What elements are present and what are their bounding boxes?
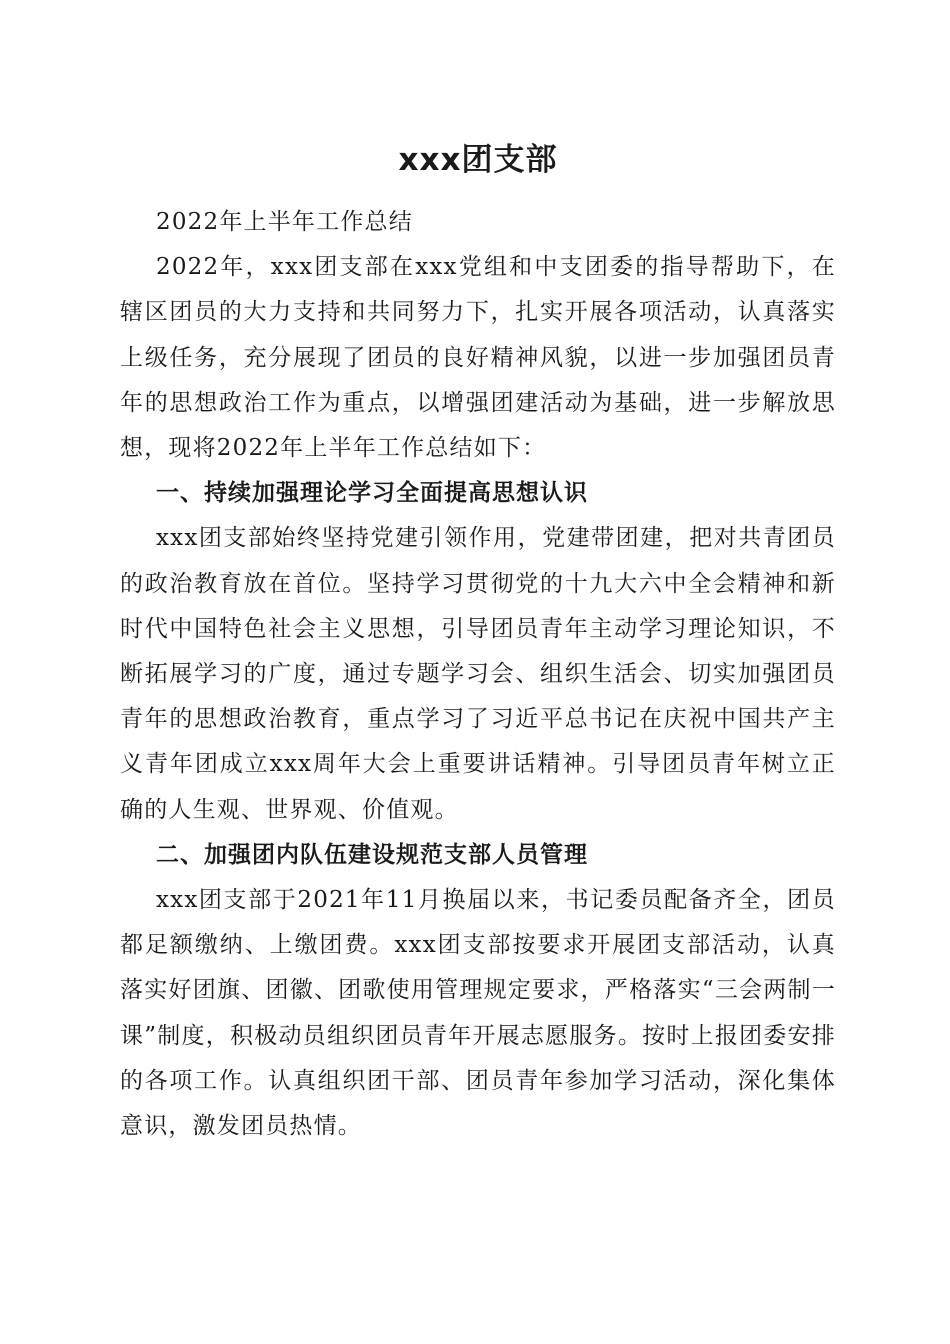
document-title: xxx团支部 [398,142,558,178]
section-heading-1: 一、持续加强理论学习全面提高思想认识 [156,480,588,507]
document-subtitle: 2022年上半年工作总结 [156,209,413,235]
section-paragraph-2: xxx团支部于2021年11月换届以来，书记委员配备齐全，团员都足额缴纳、上缴团费。xxx团支部按要求开展团支部活动，认真落实好团旗、团徽、团歌使用管理规定要求，严格落实“三会两制一课”制度，积极动员组织团员青年开展志愿服务。按时上报团委安排的各项工作。认真组织团干部、团员青年参加学习活动，深化集体意识，激发团员热情。 [120,887,836,1140]
document-body [120,200,836,1149]
section-paragraph-1: xxx团支部始终坚持党建引领作用，党建带团建，把对共青团员的政治教育放在首位。坚持学习贯彻党的十九大六中全会精神和新时代中国特色社会主义思想，引导团员青年主动学习理论知识，不断拓展学习的广度，通过专题学习会、组织生活会、切实加强团员青年的思想政治教育，重点学习了习近平总书记在庆祝中国共产主义青年团成立xxx周年大会上重要讲话精神。引导团员青年树立正确的人生观、世界观、价值观。 [120,525,836,823]
intro-paragraph: 2022年，xxx团支部在xxx党组和中支团委的指导帮助下，在辖区团员的大力支持和共同努力下，扎实开展各项活动，认真落实上级任务，充分展现了团员的良好精神风貌，以进一步加强团员青年的思想政治工作为重点，以增强团建活动为基础，进一步解放思想，现将2022年上半年工作总结如下： [120,254,836,462]
section-heading-2: 二、加强团内队伍建设规范支部人员管理 [156,841,588,868]
